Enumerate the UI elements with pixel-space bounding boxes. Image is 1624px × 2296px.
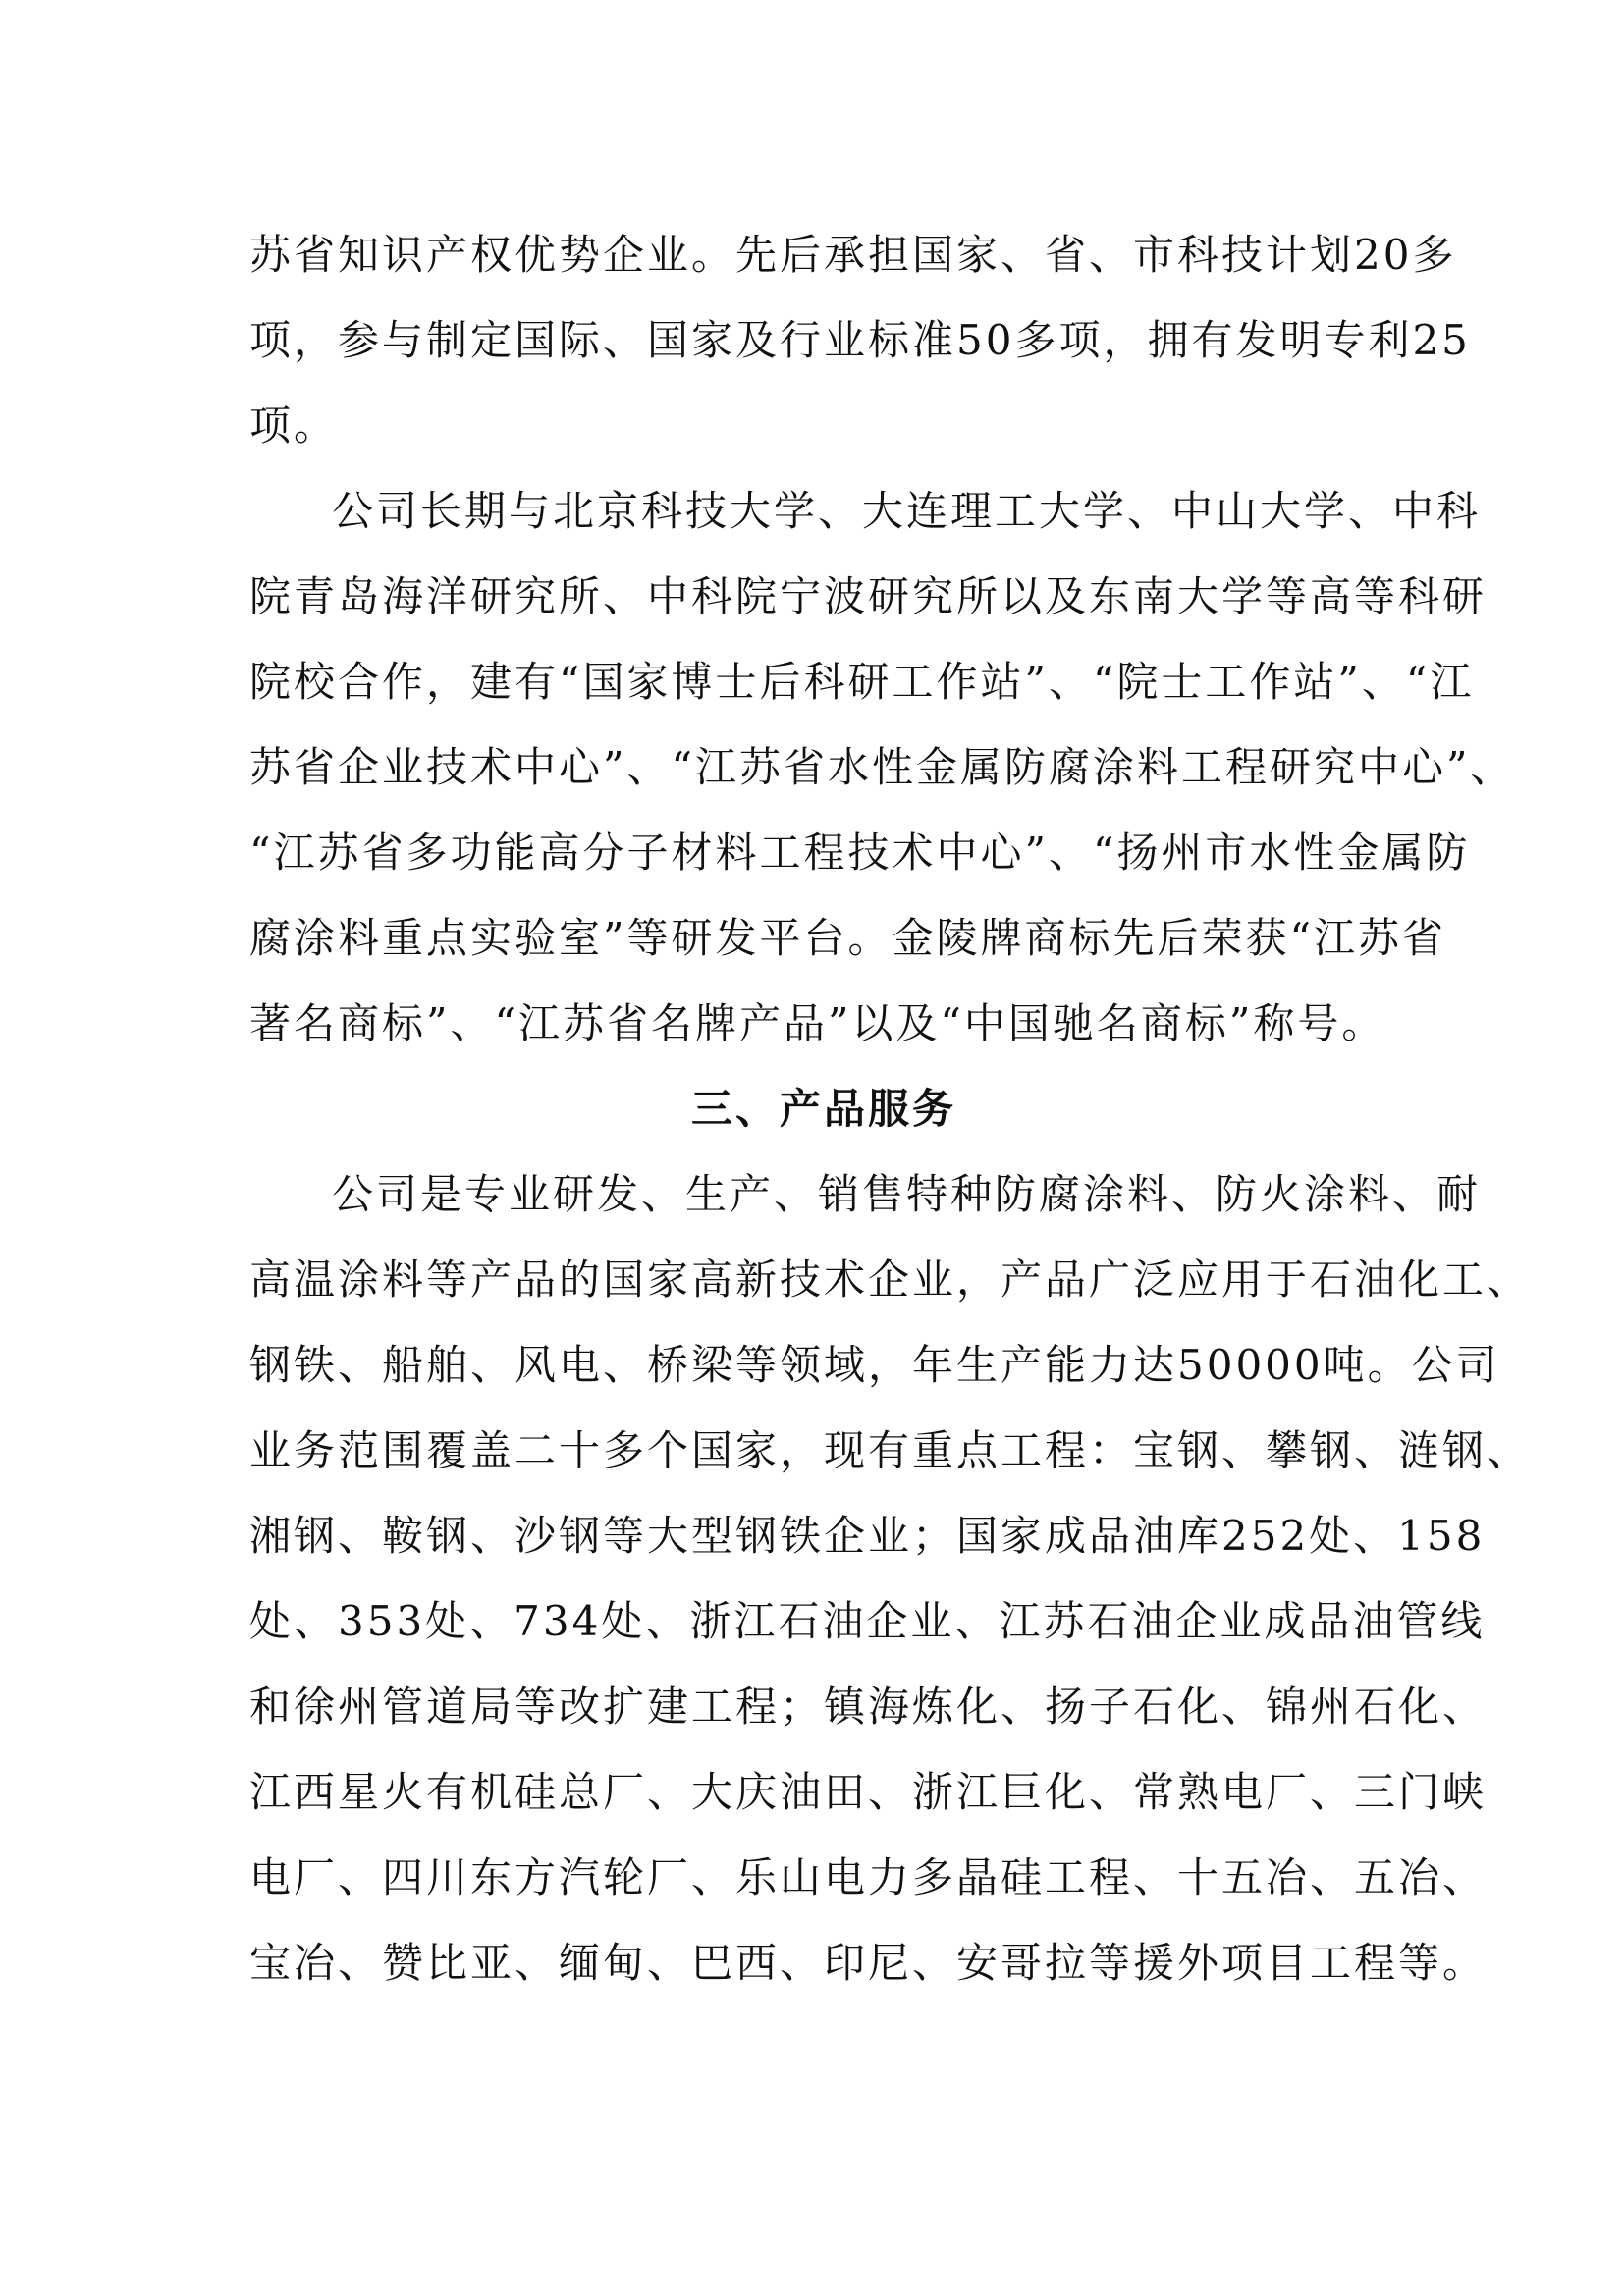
text-line: 公司是专业研发、生产、销售特种防腐涂料、防火涂料、耐 [332,1170,1482,1218]
text-line: “江苏省多功能高分子材料工程技术中心”、“扬州市水性金属防 [249,828,1471,877]
text-line: 项。 [249,401,339,450]
text-line: 处、353处、734处、浙江石油企业、江苏石油企业成品油管线 [249,1597,1486,1645]
text-line: 江西星火有机硅总厂、大庆油田、浙江巨化、常熟电厂、三门峡 [249,1768,1488,1816]
paragraph-ip-achievements [249,212,1471,468]
paragraph-products-services [249,1151,1532,2005]
text-line: 钢铁、船舶、风电、桥梁等领域，年生产能力达50000吨。公司 [249,1341,1500,1389]
paragraph-research-cooperation [249,468,1515,1066]
text-line: 电厂、四川东方汽轮厂、乐山电力多晶硅工程、十五冶、五冶、 [249,1853,1488,1901]
text-line: 业务范围覆盖二十多个国家，现有重点工程：宝钢、攀钢、涟钢、 [249,1426,1532,1474]
text-line: 苏省知识产权优势企业。先后承担国家、省、市科技计划20多 [249,231,1457,279]
text-line: 项，参与制定国际、国家及行业标准50多项，拥有发明专利25 [249,316,1471,364]
text-line: 和徐州管道局等改扩建工程；镇海炼化、扬子石化、锦州石化、 [249,1682,1488,1731]
text-line: 公司长期与北京科技大学、大连理工大学、中山大学、中科 [332,487,1482,535]
text-line: 腐涂料重点实验室”等研发平台。金陵牌商标先后荣获“江苏省 [249,914,1446,962]
section-heading: 三、产品服务 [690,1085,956,1133]
document-body [249,212,1532,2005]
text-line: 苏省企业技术中心”、“江苏省水性金属防腐涂料工程研究中心”、 [249,743,1515,791]
text-line: 湘钢、鞍钢、沙钢等大型钢铁企业；国家成品油库252处、158 [249,1512,1486,1560]
text-line: 院校合作，建有“国家博士后科研工作站”、“院士工作站”、“江 [249,658,1475,706]
text-line: 院青岛海洋研究所、中科院宁波研究所以及东南大学等高等科研 [249,572,1488,620]
text-line: 高温涂料等产品的国家高新技术企业，产品广泛应用于石油化工、 [249,1255,1532,1304]
text-line: 著名商标”、“江苏省名牌产品”以及“中国驰名商标”称号。 [249,999,1386,1047]
text-line: 宝冶、赞比亚、缅甸、巴西、印尼、安哥拉等援外项目工程等。 [249,1939,1488,1987]
